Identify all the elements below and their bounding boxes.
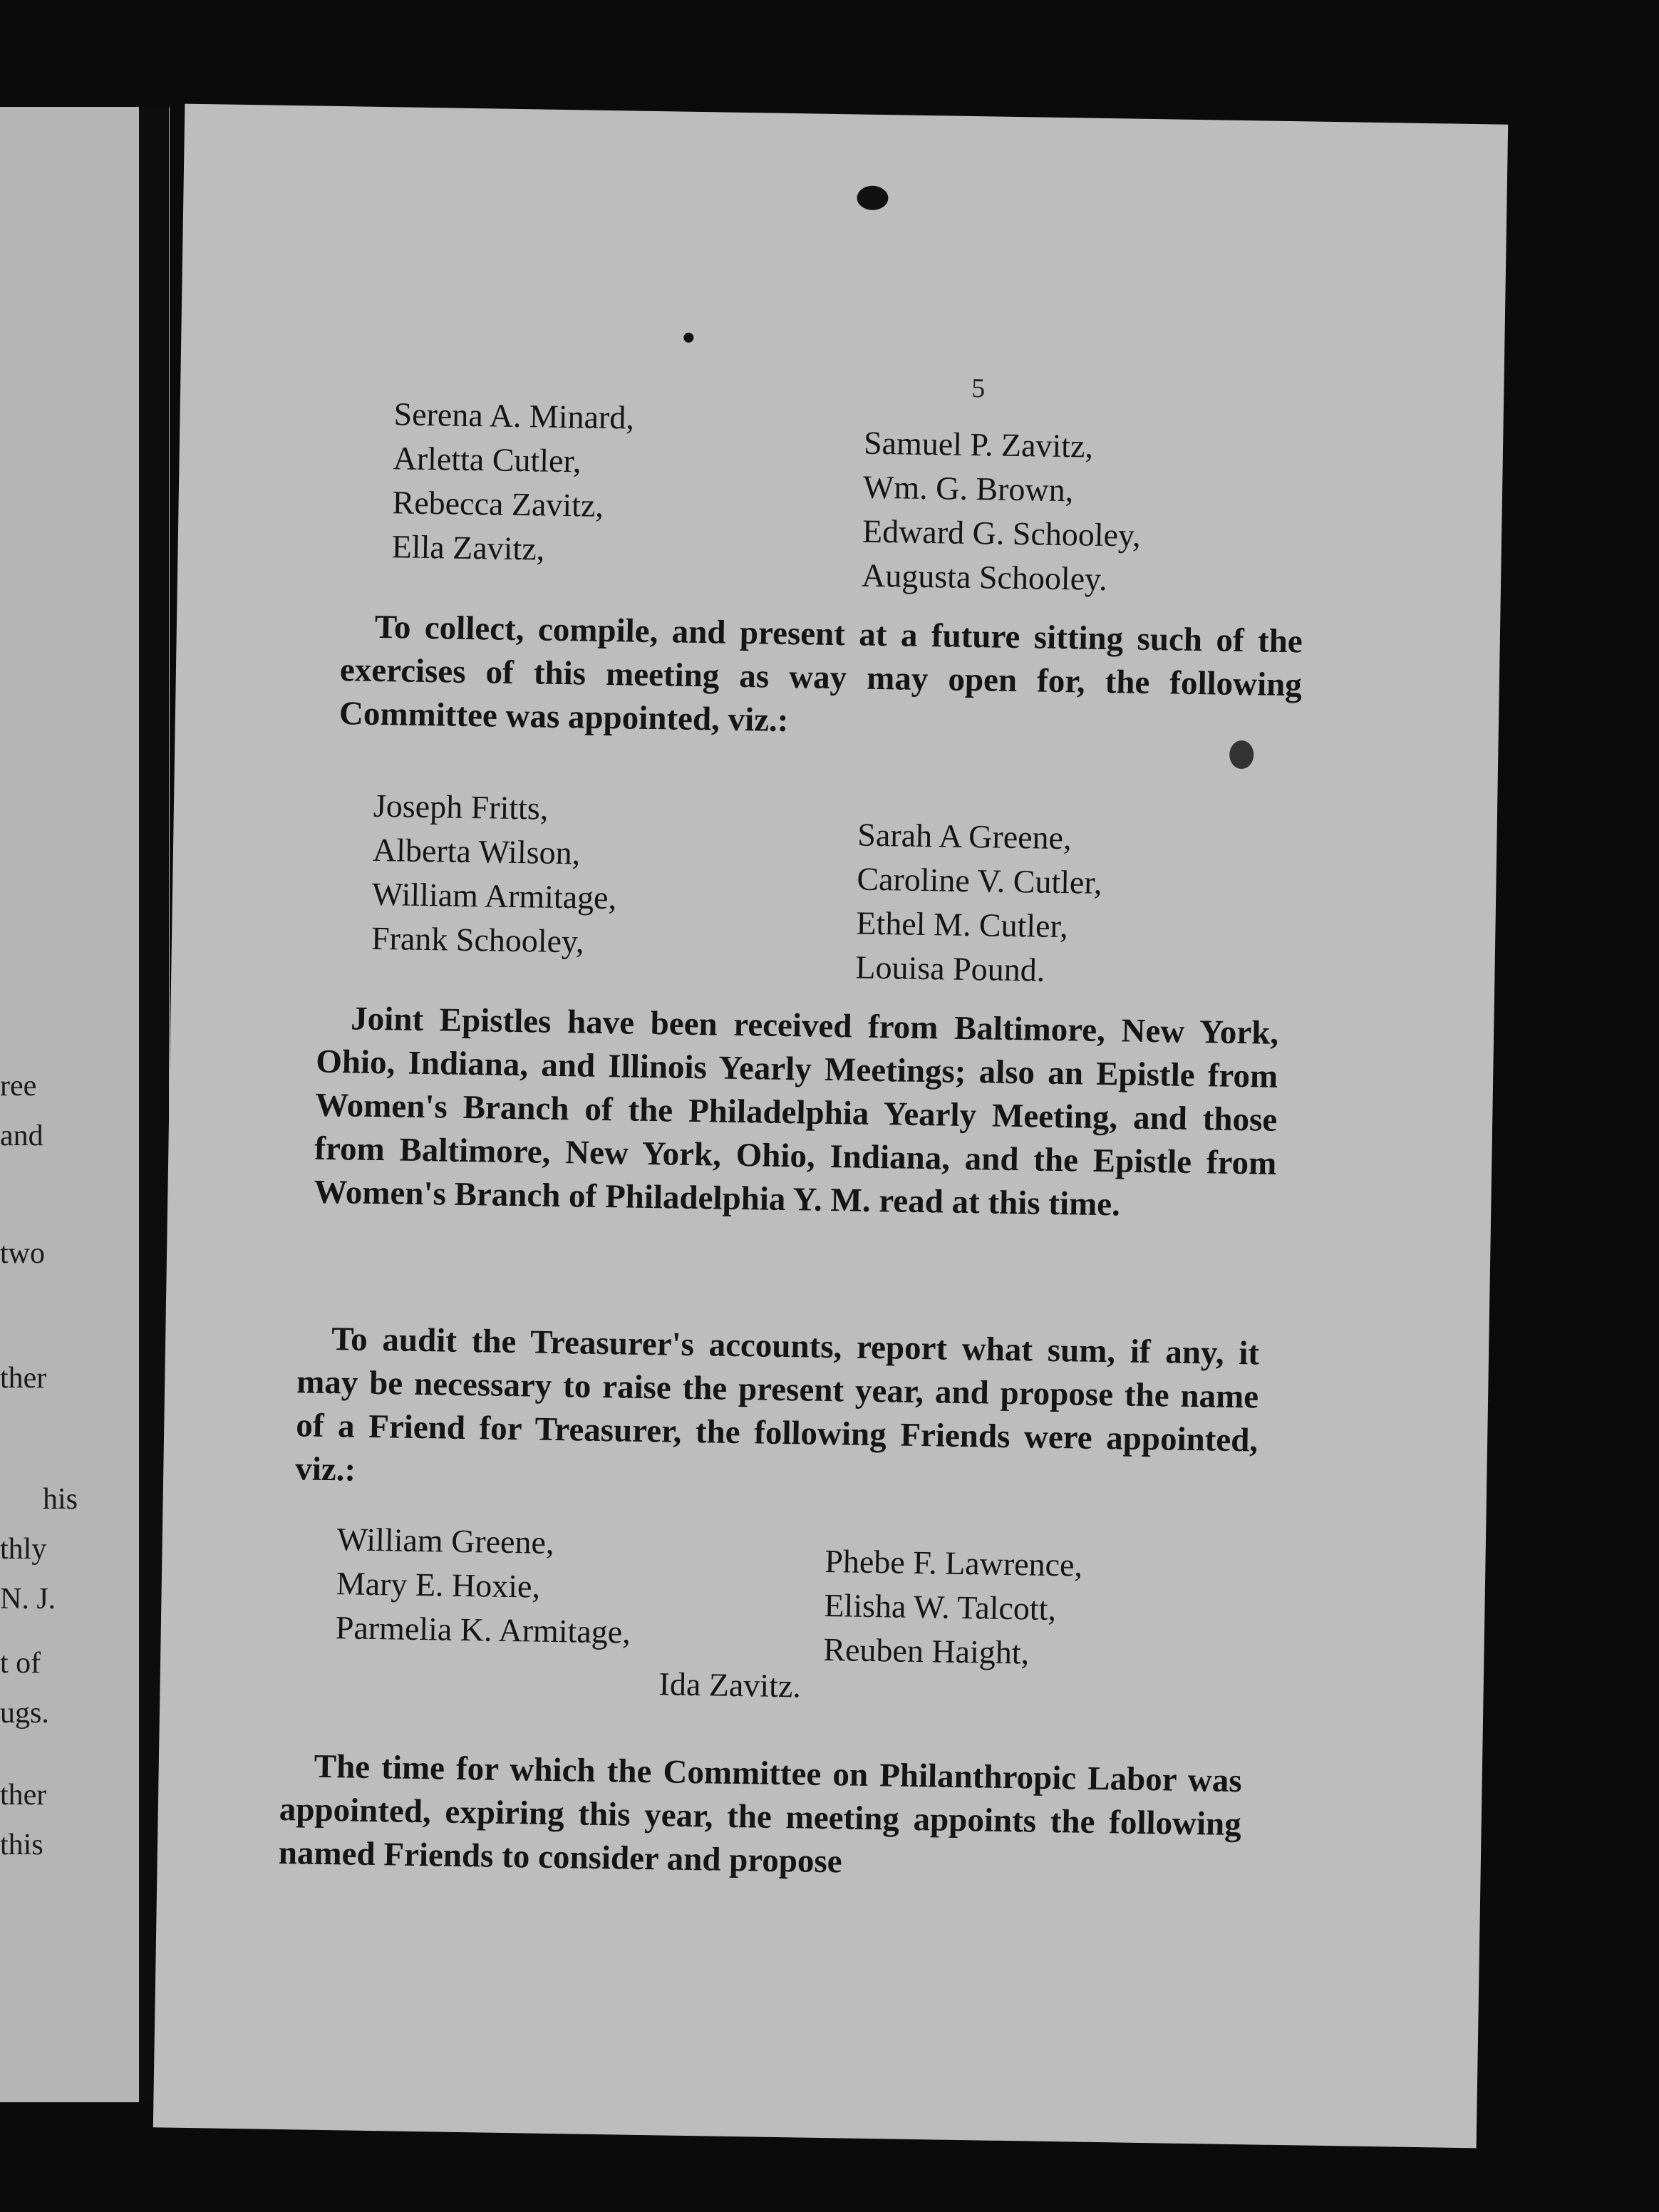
committee2-right-column (855, 813, 1103, 993)
paragraph-text: To audit the Treasurer's accounts, report what sum, if any, it may be necessary to raise the present year, and propose the name of a Friend for Treasurer, the following Friends were appointed, viz.: (294, 1321, 1260, 1489)
member-name: Alberta Wilson, (372, 831, 581, 872)
member-name: Samuel P. Zavitz, (863, 424, 1094, 465)
left-edge-line: ther (0, 1362, 47, 1395)
paragraph-philanthropic-labor (278, 1745, 1242, 1890)
paragraph-audit-treasurer (295, 1317, 1260, 1506)
left-edge-line: this (0, 1829, 43, 1861)
member-name: Reuben Haight, (823, 1630, 1030, 1671)
paragraph-text: To collect, compile, and present at a future sitting such of the exercises of this meeting as way may open for, the following Committee was appointed, viz.: (338, 608, 1303, 739)
committee1-left-column (391, 392, 634, 572)
member-name: Frank Schooley, (371, 919, 584, 960)
member-name: Louisa Pound. (855, 949, 1045, 988)
member-name: Arletta Cutler, (393, 440, 582, 480)
left-edge-line: t of (0, 1647, 41, 1680)
member-name: Wm. G. Brown, (862, 468, 1074, 509)
committee3-left-column (335, 1517, 632, 1654)
left-edge-line: his (43, 1483, 78, 1516)
paragraph-joint-epistles (314, 997, 1279, 1229)
page-number: 5 (971, 373, 986, 404)
member-name: William Greene, (336, 1521, 554, 1561)
member-name: Augusta Schooley. (861, 557, 1108, 597)
member-name: Edward G. Schooley, (862, 512, 1141, 554)
paragraph-text: Joint Epistles have been received from Baltimore, New York, Ohio, Indiana, and Illinois Yearly Meetings; also an Epistle from Women's Branch of the Philadelphia Yearly Meeting, and those from Baltimore, New York, Ohio, Indiana, and the Epistle from Women's Branch of Philadelphia Y. M. read at this time. (314, 1000, 1279, 1224)
committee3-right-column (823, 1539, 1083, 1676)
paragraph-text: The time for which the Committee on Philanthropic Labor was appointed, expiring this year, the meeting appoints the following named Friends to consider and propose (278, 1747, 1243, 1881)
ink-spot (857, 185, 889, 210)
member-name: Ethel M. Cutler, (856, 904, 1068, 945)
left-edge-line: N. J. (0, 1583, 56, 1616)
left-edge-line: thly (0, 1533, 47, 1566)
member-name: Mary E. Hoxie, (336, 1565, 541, 1605)
left-edge-line: ree (0, 1070, 37, 1102)
member-name: Ella Zavitz, (391, 528, 545, 567)
member-name: William Armitage, (371, 875, 617, 916)
member-name: Caroline V. Cutler, (857, 860, 1102, 901)
committee2-left-column (371, 784, 619, 964)
document-page (153, 104, 1508, 2149)
member-name: Rebecca Zavitz, (392, 484, 604, 524)
member-name: Elisha W. Talcott, (824, 1586, 1057, 1628)
left-edge-line: two (0, 1237, 45, 1270)
left-edge-line: and (0, 1120, 43, 1152)
member-name-centered: Ida Zavitz. (658, 1665, 802, 1705)
ink-spot (683, 333, 693, 343)
member-name: Phebe F. Lawrence, (825, 1542, 1083, 1583)
committee1-right-column (862, 421, 1142, 602)
member-name: Joseph Fritts, (373, 787, 549, 827)
member-name: Serena A. Minard, (393, 396, 635, 436)
member-name: Parmelia K. Armitage, (335, 1609, 631, 1650)
left-edge-line: ugs. (0, 1697, 49, 1730)
left-edge-line: ther (0, 1779, 47, 1812)
member-name: Sarah A Greene, (857, 816, 1072, 857)
paragraph-compile-exercises (339, 605, 1303, 750)
